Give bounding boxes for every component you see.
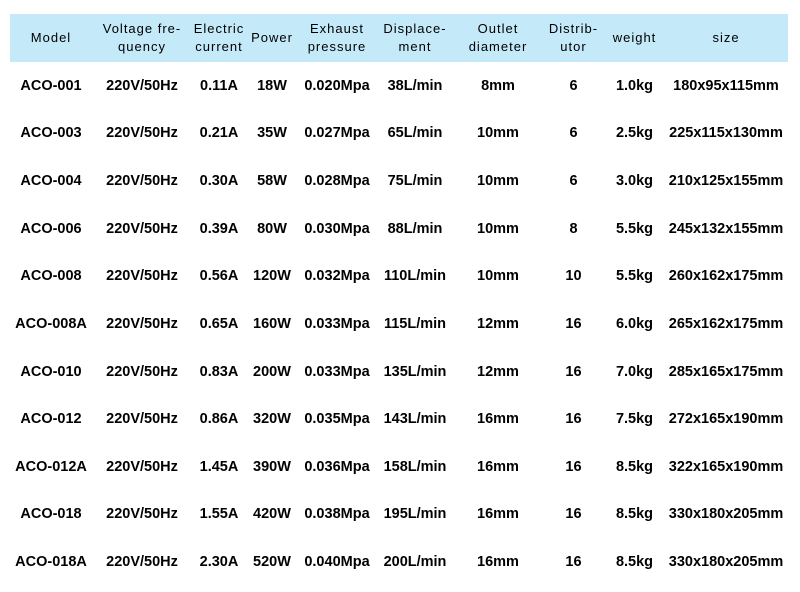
- table-row: [10, 491, 788, 539]
- cell-size: 330x180x205mm: [668, 554, 784, 571]
- cell-outlet-diameter: 16mm: [477, 506, 519, 523]
- header-voltage-frequency: Voltage fre- quency: [92, 14, 192, 62]
- header-electric-current: Electric current: [192, 14, 246, 62]
- cell-weight: 5.5kg: [615, 268, 654, 285]
- cell-displacement: 158L/min: [383, 458, 447, 475]
- header-model: Model: [10, 14, 92, 62]
- cell-distributor: 16: [565, 506, 582, 523]
- cell-electric-current: 0.21A: [199, 125, 239, 142]
- cell-power: 58W: [257, 173, 287, 190]
- cell-exhaust-pressure: 0.033Mpa: [304, 363, 370, 380]
- cell-exhaust-pressure: 0.020Mpa: [304, 77, 370, 94]
- cell-model: ACO-004: [20, 173, 82, 190]
- cell-exhaust-pressure: 0.040Mpa: [304, 554, 370, 571]
- cell-electric-current: 0.39A: [199, 220, 239, 237]
- cell-exhaust-pressure: 0.033Mpa: [304, 315, 370, 332]
- cell-outlet-diameter: 16mm: [477, 411, 519, 428]
- cell-weight: 6.0kg: [615, 315, 654, 332]
- cell-displacement: 195L/min: [383, 506, 447, 523]
- cell-power: 18W: [257, 77, 287, 94]
- cell-voltage-frequency: 220V/50Hz: [106, 77, 178, 94]
- cell-voltage-frequency: 220V/50Hz: [106, 506, 178, 523]
- cell-power: 390W: [253, 458, 291, 475]
- table-row: [10, 538, 788, 586]
- cell-model: ACO-018: [20, 506, 82, 523]
- table-row: [10, 300, 788, 348]
- cell-size: 245x132x155mm: [668, 220, 784, 237]
- table-row: [10, 157, 788, 205]
- cell-weight: 1.0kg: [615, 77, 654, 94]
- cell-displacement: 110L/min: [383, 268, 447, 285]
- cell-power: 320W: [253, 411, 291, 428]
- cell-power: 420W: [253, 506, 291, 523]
- header-exhaust-pressure: Exhaust pressure: [298, 14, 376, 62]
- cell-electric-current: 0.11A: [200, 77, 238, 94]
- cell-distributor: 16: [565, 411, 582, 428]
- cell-power: 520W: [253, 554, 291, 571]
- cell-distributor: 16: [565, 315, 582, 332]
- cell-electric-current: 0.86A: [199, 411, 239, 428]
- spec-table: [10, 14, 788, 586]
- cell-size: 210x125x155mm: [668, 173, 784, 190]
- cell-outlet-diameter: 10mm: [477, 268, 519, 285]
- cell-electric-current: 0.56A: [199, 268, 239, 285]
- cell-weight: 8.5kg: [615, 554, 654, 571]
- cell-model: ACO-010: [20, 363, 82, 380]
- cell-size: 272x165x190mm: [668, 411, 784, 428]
- cell-voltage-frequency: 220V/50Hz: [106, 220, 178, 237]
- cell-size: 285x165x175mm: [668, 363, 784, 380]
- cell-displacement: 143L/min: [383, 411, 447, 428]
- cell-model: ACO-012A: [15, 458, 87, 475]
- cell-weight: 5.5kg: [615, 220, 654, 237]
- header-outlet-diameter: Outlet diameter: [454, 14, 542, 62]
- header-displacement: Displace- ment: [376, 14, 454, 62]
- cell-size: 260x162x175mm: [668, 268, 784, 285]
- cell-model: ACO-003: [20, 125, 82, 142]
- table-row: [10, 395, 788, 443]
- cell-model: ACO-001: [20, 77, 82, 94]
- table-row: [10, 348, 788, 396]
- cell-outlet-diameter: 16mm: [477, 554, 519, 571]
- cell-model: ACO-018A: [15, 554, 87, 571]
- cell-displacement: 115L/min: [383, 315, 447, 332]
- cell-distributor: 6: [569, 125, 578, 142]
- cell-displacement: 135L/min: [383, 363, 447, 380]
- cell-outlet-diameter: 8mm: [481, 77, 515, 94]
- cell-outlet-diameter: 12mm: [477, 363, 519, 380]
- table-row: [10, 253, 788, 301]
- table-header: [10, 14, 788, 62]
- cell-model: ACO-008A: [15, 315, 87, 332]
- cell-electric-current: 1.45A: [199, 458, 239, 475]
- header-distributor: Distrib- utor: [542, 14, 605, 62]
- cell-size: 322x165x190mm: [668, 458, 784, 475]
- cell-size: 330x180x205mm: [668, 506, 784, 523]
- cell-model: ACO-006: [20, 220, 82, 237]
- cell-distributor: 16: [565, 458, 582, 475]
- cell-power: 120W: [253, 268, 291, 285]
- cell-exhaust-pressure: 0.038Mpa: [304, 506, 370, 523]
- cell-exhaust-pressure: 0.028Mpa: [304, 173, 370, 190]
- cell-size: 225x115x130mm: [669, 125, 783, 142]
- cell-voltage-frequency: 220V/50Hz: [106, 554, 178, 571]
- cell-displacement: 75L/min: [387, 173, 443, 190]
- cell-electric-current: 2.30A: [199, 554, 239, 571]
- cell-outlet-diameter: 12mm: [477, 315, 519, 332]
- cell-displacement: 88L/min: [387, 220, 443, 237]
- cell-weight: 7.0kg: [615, 363, 654, 380]
- cell-electric-current: 0.30A: [199, 173, 239, 190]
- table-row: [10, 110, 788, 158]
- cell-weight: 8.5kg: [615, 506, 654, 523]
- cell-weight: 3.0kg: [615, 173, 654, 190]
- cell-power: 80W: [257, 220, 287, 237]
- cell-weight: 8.5kg: [615, 458, 654, 475]
- header-weight: weight: [605, 14, 664, 62]
- cell-size: 265x162x175mm: [668, 315, 784, 332]
- table-body: [10, 62, 788, 586]
- cell-outlet-diameter: 10mm: [477, 173, 519, 190]
- cell-displacement: 65L/min: [387, 125, 443, 142]
- cell-displacement: 38L/min: [387, 77, 443, 94]
- cell-voltage-frequency: 220V/50Hz: [106, 125, 178, 142]
- cell-exhaust-pressure: 0.035Mpa: [304, 411, 370, 428]
- cell-voltage-frequency: 220V/50Hz: [106, 411, 178, 428]
- cell-displacement: 200L/min: [383, 554, 447, 571]
- cell-power: 35W: [257, 125, 287, 142]
- table-row: [10, 205, 788, 253]
- cell-distributor: 6: [569, 173, 578, 190]
- cell-distributor: 16: [565, 554, 582, 571]
- cell-voltage-frequency: 220V/50Hz: [106, 363, 178, 380]
- cell-exhaust-pressure: 0.027Mpa: [304, 125, 370, 142]
- cell-distributor: 16: [565, 363, 582, 380]
- cell-distributor: 8: [569, 220, 578, 237]
- table-row: [10, 62, 788, 110]
- cell-voltage-frequency: 220V/50Hz: [106, 173, 178, 190]
- cell-weight: 7.5kg: [615, 411, 654, 428]
- header-size: size: [664, 14, 788, 62]
- cell-size: 180x95x115mm: [673, 77, 779, 94]
- cell-electric-current: 1.55A: [199, 506, 239, 523]
- cell-electric-current: 0.83A: [199, 363, 239, 380]
- cell-distributor: 6: [569, 77, 578, 94]
- cell-power: 200W: [253, 363, 291, 380]
- cell-model: ACO-012: [20, 411, 82, 428]
- cell-outlet-diameter: 10mm: [477, 125, 519, 142]
- cell-exhaust-pressure: 0.030Mpa: [304, 220, 370, 237]
- cell-voltage-frequency: 220V/50Hz: [106, 315, 178, 332]
- cell-voltage-frequency: 220V/50Hz: [106, 268, 178, 285]
- cell-outlet-diameter: 16mm: [477, 458, 519, 475]
- cell-model: ACO-008: [20, 268, 82, 285]
- cell-power: 160W: [253, 315, 291, 332]
- cell-outlet-diameter: 10mm: [477, 220, 519, 237]
- cell-exhaust-pressure: 0.036Mpa: [304, 458, 370, 475]
- cell-voltage-frequency: 220V/50Hz: [106, 458, 178, 475]
- table-row: [10, 443, 788, 491]
- cell-weight: 2.5kg: [615, 125, 654, 142]
- header-row: [10, 14, 788, 62]
- cell-distributor: 10: [565, 268, 582, 285]
- header-power: Power: [246, 14, 298, 62]
- cell-exhaust-pressure: 0.032Mpa: [304, 268, 370, 285]
- cell-electric-current: 0.65A: [199, 315, 239, 332]
